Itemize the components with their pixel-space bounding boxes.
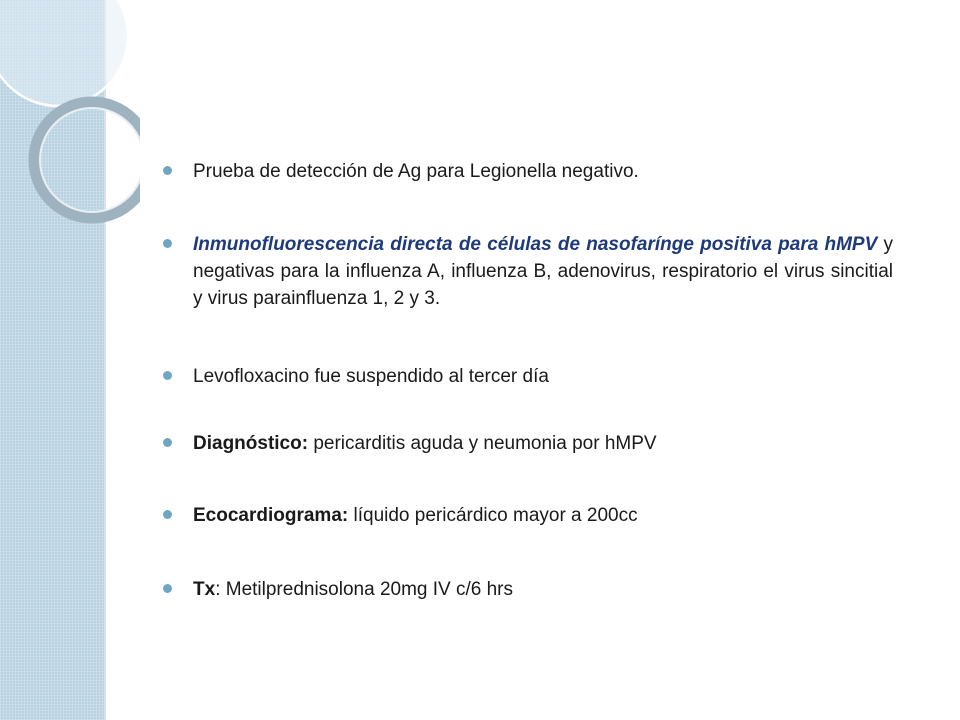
bullet-dot-icon <box>163 239 172 248</box>
bullet-dot-icon <box>163 371 172 380</box>
bullet-text: Prueba de detección de Ag para Legionella negativo. <box>193 161 639 182</box>
bullet-value: : Metilprednisolona 20mg IV c/6 hrs <box>215 579 513 600</box>
bullet-rest-text: y negativas para la influenza A, influenza B, adenovirus, respiratorio el virus sincitial y virus parainfluenza 1, 2 y 3. <box>193 234 894 309</box>
bullet-text: Levofloxacino fue suspendido al tercer día <box>193 366 549 387</box>
bullet-item-ecocardiograma <box>160 502 900 529</box>
bullet-value: pericarditis aguda y neumonia por hMPV <box>308 433 657 454</box>
bullet-value: líquido pericárdico mayor a 200cc <box>348 505 638 526</box>
bullet-text <box>193 502 638 529</box>
bullet-item-diagnostico <box>160 430 900 457</box>
decorative-circles <box>0 0 140 230</box>
bullet-dot-icon <box>163 438 172 447</box>
bullet-text <box>193 576 513 603</box>
bullet-dot-icon <box>163 510 172 519</box>
bullet-item-tratamiento <box>160 576 900 603</box>
bullet-label: Tx <box>193 579 216 600</box>
bullet-item-levofloxacino <box>160 363 900 390</box>
bullet-text <box>193 430 657 457</box>
bullet-item-immunofluorescence <box>160 231 900 312</box>
large-circle-shape <box>0 0 128 106</box>
ring-shape-highlight <box>40 108 140 212</box>
bullet-dot-icon <box>163 166 172 175</box>
bullet-item-legionella <box>160 158 900 185</box>
bullet-dot-icon <box>163 584 172 593</box>
bullet-text <box>193 231 893 312</box>
bullet-label: Ecocardiograma: <box>193 505 349 526</box>
emphasis-text: Inmunofluorescencia directa de células de nasofarínge positiva para hMPV <box>193 234 878 255</box>
bullet-label: Diagnóstico: <box>193 433 309 454</box>
